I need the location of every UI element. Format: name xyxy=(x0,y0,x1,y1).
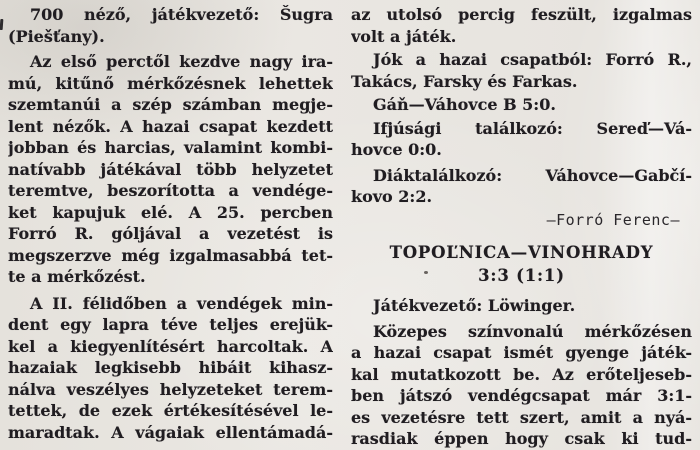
text-line: kel a kiegyenlítésért harcoltak. A xyxy=(8,336,333,356)
text-line: Gáň—Váhovce B 5:0. xyxy=(373,95,556,114)
text-line: jobban és harcias, valamint kombi- xyxy=(8,138,333,157)
text-line: Diáktalálkozó: Váhovce—Gabčí- xyxy=(373,165,692,185)
match-title: TOPOĽNICA—VINOHRADY xyxy=(389,243,654,262)
text-line: hazaiak legkisebb hibáit kihasz- xyxy=(8,358,333,377)
article-column-left xyxy=(8,0,333,450)
text-line: megszerzve még izgalmasabbá tet- xyxy=(8,245,333,265)
paragraph xyxy=(351,94,692,116)
paragraph xyxy=(8,293,333,444)
text-line: Ifjúsági találkozó: Sereď—Vá- xyxy=(373,118,692,138)
text-line: teremtve, beszorította a vendége- xyxy=(8,181,333,200)
text-line: Jók a hazai csapatból: Forró R., xyxy=(373,50,692,69)
text-line: te a mérkőzést. xyxy=(8,267,146,286)
text-line: volt a játék. xyxy=(351,26,457,46)
text-line: Az első perctől kezdve nagy ira- xyxy=(30,52,333,71)
author-byline: —Forró Ferenc— xyxy=(546,210,680,229)
text-line: rasdiak éppen hogy csak ki tud- xyxy=(351,429,692,448)
text-line: maradtak. A vágaiak ellentámadá- xyxy=(8,422,333,442)
text-line: szemtanúi a szép számban megje- xyxy=(8,95,333,114)
paragraph xyxy=(351,4,692,47)
text-line: (Piešťany). xyxy=(8,26,105,46)
scan-artifact-edge-mark xyxy=(0,19,3,30)
text-line: a hazai csapat ismét gyenge játék- xyxy=(351,343,692,362)
text-line: Közepes színvonalú mérkőzésen xyxy=(373,321,692,341)
paragraph xyxy=(8,51,333,288)
text-line: hovce 0:0. xyxy=(351,140,442,159)
text-line: kovo 2:2. xyxy=(351,187,433,206)
text-line: mú, kitűnő mérkőzésnek lehettek xyxy=(8,73,333,93)
match-heading xyxy=(351,241,692,287)
paragraph xyxy=(351,118,692,161)
text-line: Forró R. góljával a vezetést is xyxy=(8,224,333,243)
paragraph xyxy=(351,295,692,317)
match-score: 3:3 (1:1) xyxy=(478,266,565,285)
text-line: lent nézők. A hazai csapat kezdett xyxy=(8,116,333,136)
text-line: Játékvezető: Löwinger. xyxy=(373,296,576,315)
text-line: ben játszó vendégcsapat már 3:1- xyxy=(351,386,692,405)
text-line: ket kapujuk elé. A 25. percben xyxy=(8,202,333,222)
paragraph xyxy=(351,49,692,92)
text-line: es vezetésre tett szert, amit a nyá- xyxy=(351,407,692,427)
text-line: kal mutatkozott be. Az erőteljeseb- xyxy=(351,364,692,384)
text-line: dent egy lapra téve teljes erejük- xyxy=(8,315,333,334)
paragraph xyxy=(351,321,692,450)
text-line: A II. félidőben a vendégek min- xyxy=(30,293,333,313)
paragraph xyxy=(351,165,692,208)
text-line: Takács, Farsky és Farkas. xyxy=(351,71,578,91)
text-line: az utolsó percig feszült, izgalmas xyxy=(351,5,692,24)
text-line: tettek, de ezek értékesítésével le- xyxy=(8,401,333,420)
text-line: natívabb játékával több helyzetet xyxy=(8,159,333,179)
article-column-right xyxy=(351,0,692,450)
text-line: nálva veszélyes helyzeteket terem- xyxy=(8,379,333,399)
scan-artifact-dot xyxy=(424,271,428,274)
text-line: 700 néző, játékvezető: Šugra xyxy=(30,5,333,24)
paragraph xyxy=(8,4,333,47)
